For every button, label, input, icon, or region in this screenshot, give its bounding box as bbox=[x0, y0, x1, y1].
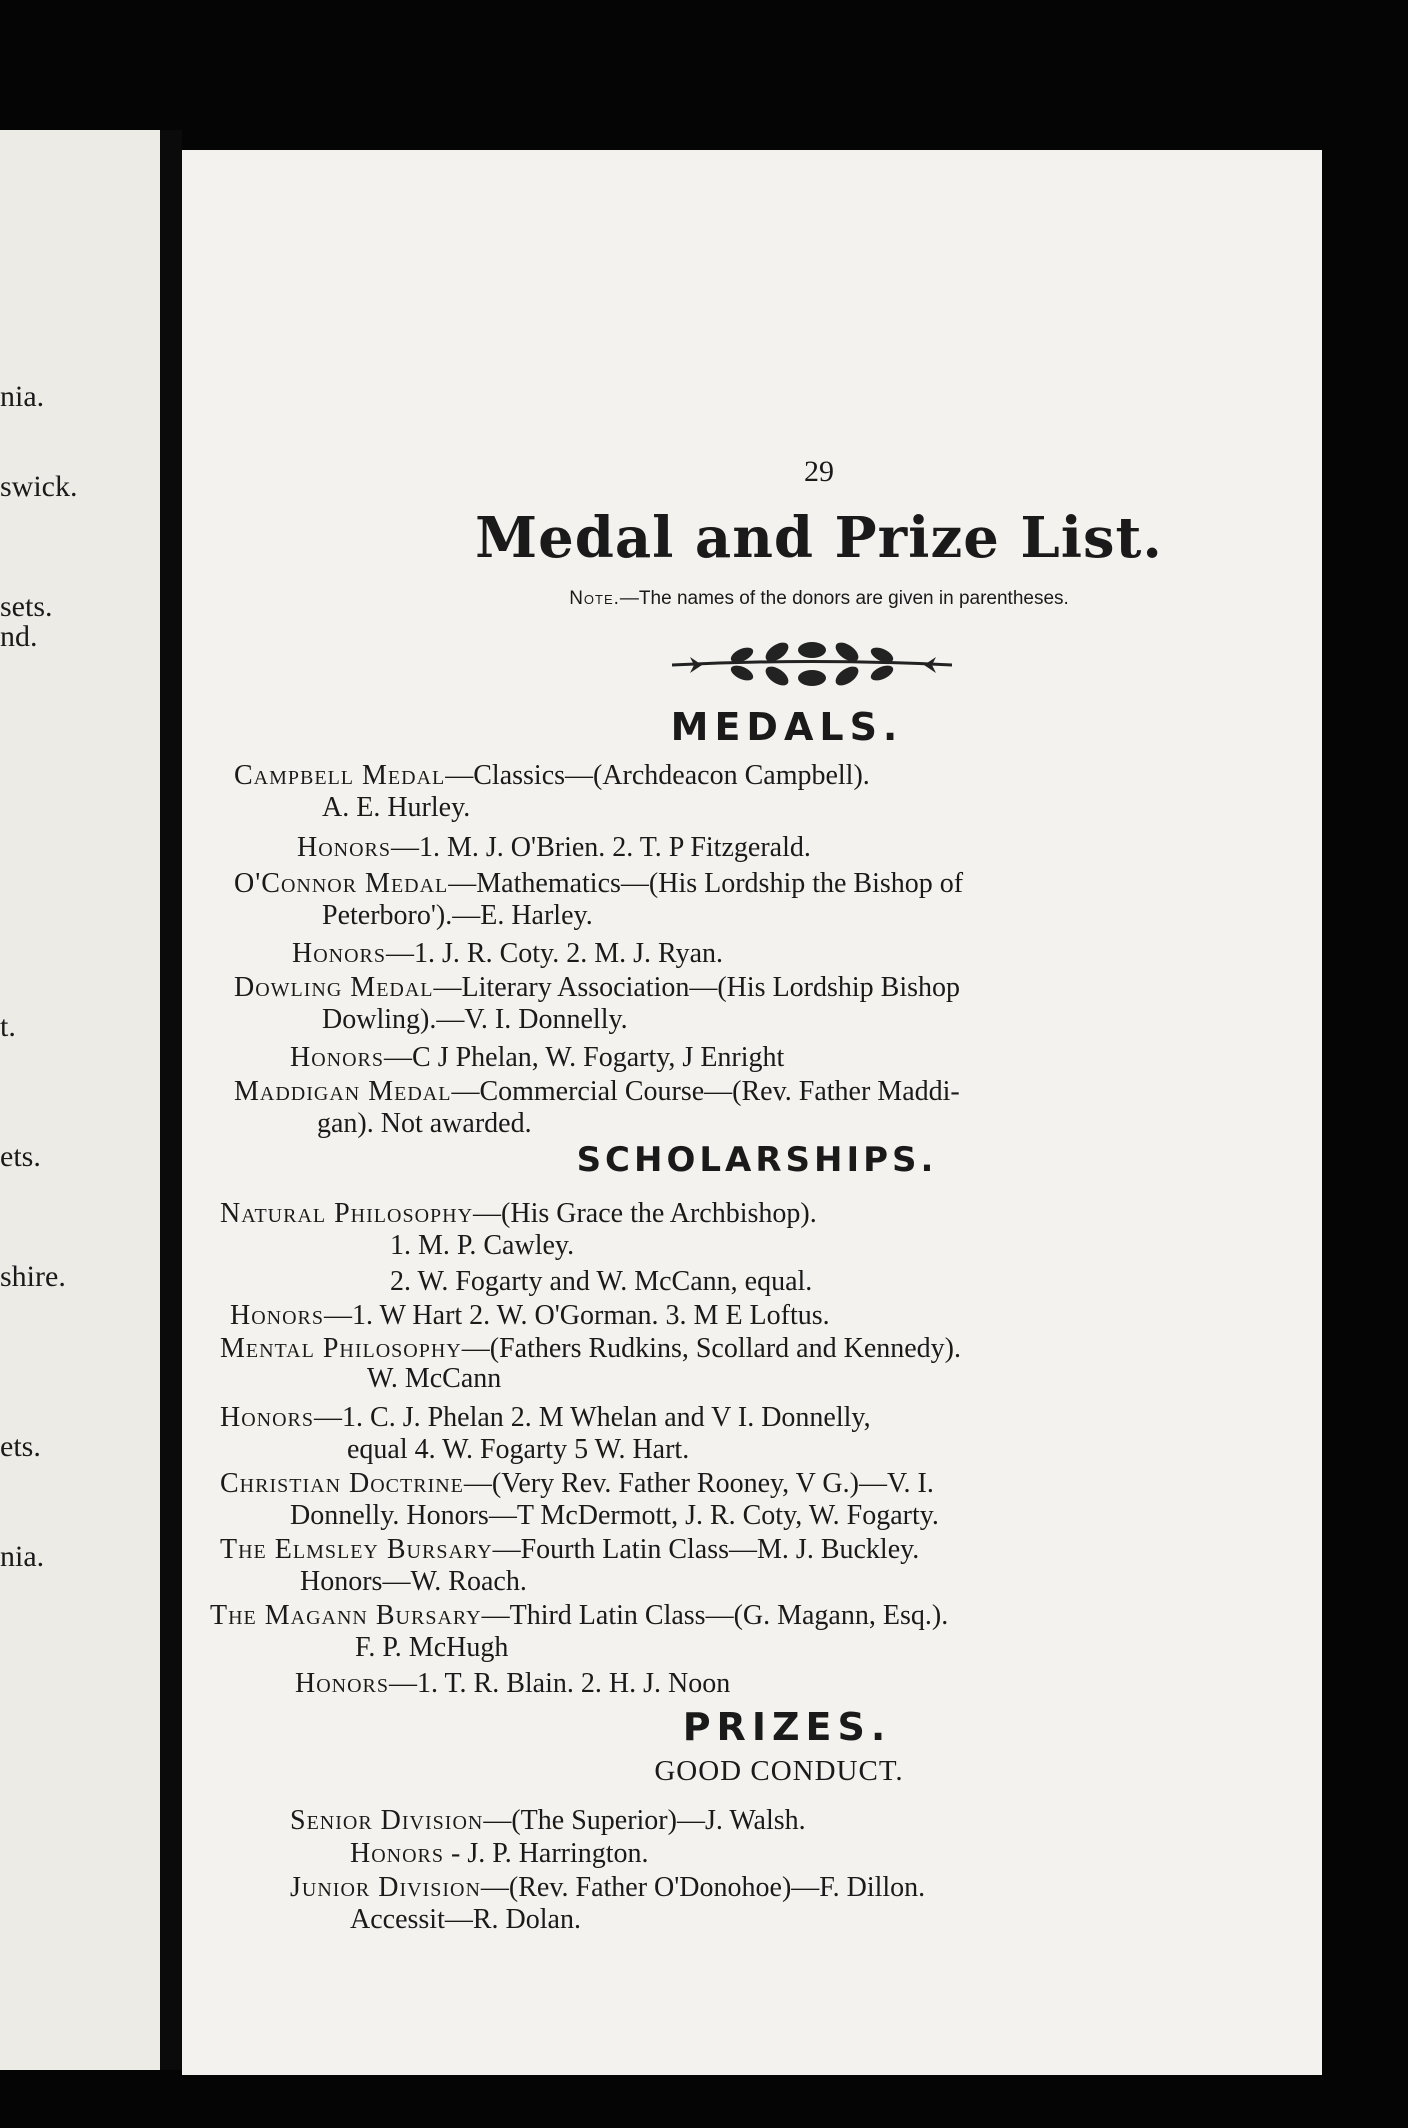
scholarship-line bbox=[367, 1363, 501, 1395]
entry-label: Natural Philosophy bbox=[220, 1198, 474, 1229]
scholarship-line bbox=[347, 1434, 689, 1466]
scholarship-line bbox=[210, 1600, 948, 1632]
medal-line bbox=[234, 868, 963, 900]
scholarship-line bbox=[220, 1333, 961, 1365]
left-page-fragment: nd. bbox=[0, 620, 38, 653]
prizes-heading: PRIZES. bbox=[682, 1705, 892, 1749]
entry-label: Senior Division bbox=[290, 1805, 484, 1836]
prize-line bbox=[290, 1805, 806, 1837]
medal-line bbox=[322, 792, 470, 824]
entry-text: —1. W Hart 2. W. O'Gorman. 3. M E Loftus. bbox=[324, 1300, 830, 1331]
book-spine bbox=[160, 130, 182, 2070]
scholarship-line bbox=[295, 1668, 730, 1700]
entry-text: Accessit—R. Dolan. bbox=[350, 1904, 581, 1935]
prize-line bbox=[290, 1872, 925, 1904]
entry-text: —1. T. R. Blain. 2. H. J. Noon bbox=[389, 1668, 731, 1699]
right-page bbox=[182, 150, 1322, 2075]
note-label: Note. bbox=[569, 588, 620, 609]
page-title: Medal and Prize List. bbox=[475, 505, 1163, 571]
entry-label: Maddigan Medal bbox=[234, 1076, 452, 1107]
scholarship-line bbox=[390, 1266, 812, 1298]
entry-label: Christian Doctrine bbox=[220, 1468, 464, 1499]
medal-line bbox=[292, 938, 723, 970]
left-page-fragment: ets. bbox=[0, 1140, 41, 1173]
scholarship-line bbox=[230, 1300, 830, 1332]
entry-label: Junior Division bbox=[290, 1872, 481, 1903]
scholarship-line bbox=[290, 1500, 939, 1532]
entry-text: —1. C. J. Phelan 2. M Whelan and V I. Donnelly, bbox=[314, 1402, 871, 1433]
entry-text: 2. W. Fogarty and W. McCann, equal. bbox=[390, 1266, 813, 1297]
entry-text: - J. P. Harrington. bbox=[444, 1838, 649, 1869]
entry-text: —Literary Association—(His Lordship Bishop bbox=[433, 972, 961, 1003]
entry-text: —(The Superior)—J. Walsh. bbox=[483, 1805, 806, 1836]
entry-text: —(His Grace the Archbishop). bbox=[473, 1198, 817, 1229]
entry-label: The Elmsley Bursary bbox=[220, 1534, 493, 1565]
entry-text: equal 4. W. Fogarty 5 W. Hart. bbox=[347, 1434, 690, 1465]
medals-heading: MEDALS. bbox=[670, 705, 904, 749]
leaf-ornament-icon bbox=[662, 640, 962, 690]
note-text: —The names of the donors are given in parentheses. bbox=[619, 588, 1069, 609]
good-conduct-subheading: GOOD CONDUCT. bbox=[654, 1755, 904, 1787]
entry-text: —1. M. J. O'Brien. 2. T. P Fitzgerald. bbox=[391, 832, 811, 863]
medal-line bbox=[297, 832, 811, 864]
entry-label: Honors bbox=[295, 1668, 390, 1699]
scholarship-line bbox=[220, 1468, 934, 1500]
entry-label: Campbell Medal bbox=[234, 760, 446, 791]
entry-label: Honors bbox=[297, 832, 392, 863]
left-page-fragment: shire. bbox=[0, 1260, 66, 1293]
entry-text: A. E. Hurley. bbox=[322, 792, 471, 823]
entry-label: Honors bbox=[220, 1402, 315, 1433]
scholarship-line bbox=[220, 1534, 919, 1566]
entry-text: Peterboro').—E. Harley. bbox=[322, 900, 593, 931]
left-page-fragment: nia. bbox=[0, 380, 45, 413]
entry-text: Donnelly. Honors—T McDermott, J. R. Coty, W. Fogarty. bbox=[290, 1500, 939, 1531]
entry-label: Honors bbox=[290, 1042, 385, 1073]
left-page-fragment: swick. bbox=[0, 470, 78, 503]
entry-label: Dowling Medal bbox=[234, 972, 434, 1003]
entry-text: —1. J. R. Coty. 2. M. J. Ryan. bbox=[386, 938, 723, 969]
entry-text: F. P. McHugh bbox=[355, 1632, 509, 1663]
scholarship-line bbox=[355, 1632, 508, 1664]
medal-line bbox=[234, 1076, 960, 1108]
left-page-fragment: sets. bbox=[0, 590, 53, 623]
scholarships-heading: SCHOLARSHIPS. bbox=[576, 1140, 938, 1180]
entry-text: —Fourth Latin Class—M. J. Buckley. bbox=[492, 1534, 920, 1565]
entry-text: —(Rev. Father O'Donohoe)—F. Dillon. bbox=[480, 1872, 926, 1903]
medal-line bbox=[322, 900, 593, 932]
entry-text: —Mathematics—(His Lordship the Bishop of bbox=[448, 868, 964, 899]
medal-line bbox=[322, 1004, 628, 1036]
entry-text: gan). Not awarded. bbox=[317, 1108, 532, 1139]
entry-text: —Commercial Course—(Rev. Father Maddi- bbox=[451, 1076, 960, 1107]
left-page-fragment: nia. bbox=[0, 1540, 45, 1573]
entry-text: —(Fathers Rudkins, Scollard and Kennedy). bbox=[461, 1333, 961, 1364]
medal-line bbox=[234, 972, 960, 1004]
entry-label: Honors bbox=[230, 1300, 325, 1331]
scholarship-line bbox=[220, 1402, 871, 1434]
entry-label: Honors bbox=[350, 1838, 445, 1869]
entry-text: Dowling).—V. I. Donnelly. bbox=[322, 1004, 628, 1035]
entry-label: Honors bbox=[292, 938, 387, 969]
entry-text: Honors—W. Roach. bbox=[300, 1566, 527, 1597]
scholarship-line bbox=[300, 1566, 527, 1598]
left-page-fragment: ets. bbox=[0, 1430, 41, 1463]
medal-line bbox=[290, 1042, 784, 1074]
medal-line bbox=[317, 1108, 532, 1140]
scholarship-line bbox=[220, 1198, 817, 1230]
prize-line bbox=[350, 1904, 581, 1936]
left-page-fragment: t. bbox=[0, 1010, 16, 1043]
medal-line bbox=[234, 760, 870, 792]
entry-text: W. McCann bbox=[367, 1363, 502, 1394]
entry-text: —C J Phelan, W. Fogarty, J Enright bbox=[384, 1042, 785, 1073]
left-page bbox=[0, 130, 160, 2070]
entry-label: The Magann Bursary bbox=[210, 1600, 482, 1631]
entry-text: —Third Latin Class—(G. Magann, Esq.). bbox=[481, 1600, 949, 1631]
entry-label: O'Connor Medal bbox=[234, 868, 449, 899]
entry-text: —Classics—(Archdeacon Campbell). bbox=[445, 760, 870, 791]
entry-text: —(Very Rev. Father Rooney, V G.)—V. I. bbox=[463, 1468, 934, 1499]
prize-line bbox=[350, 1838, 649, 1870]
page-number: 29 bbox=[804, 455, 834, 488]
entry-text: 1. M. P. Cawley. bbox=[390, 1230, 575, 1261]
entry-label: Mental Philosophy bbox=[220, 1333, 462, 1364]
donor-note bbox=[569, 588, 1069, 610]
scholarship-line bbox=[390, 1230, 574, 1262]
